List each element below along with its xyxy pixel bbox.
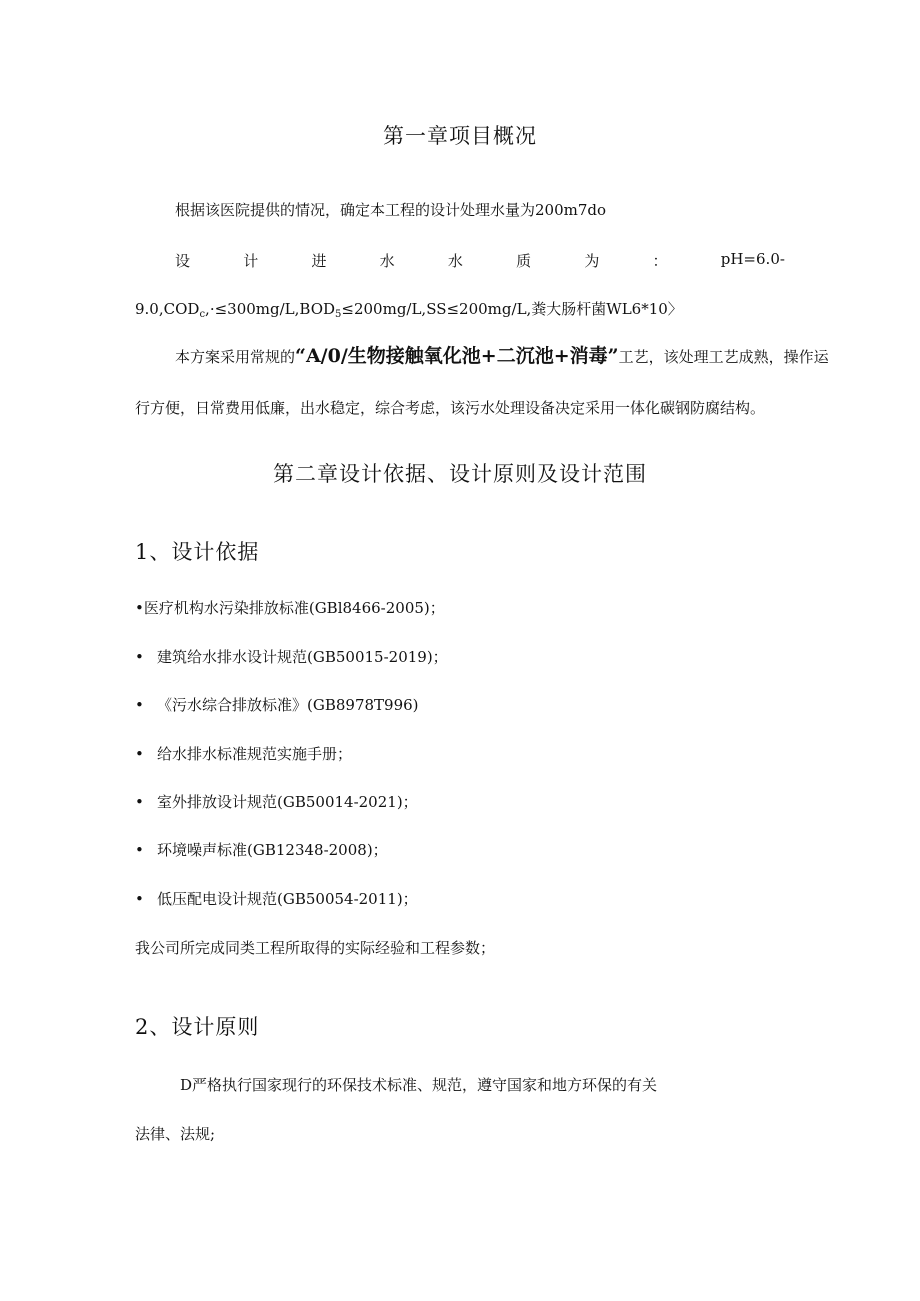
standard-item xyxy=(135,647,448,667)
standard-text: 建筑给水排水设计规范(GB50015-2019)； xyxy=(157,648,448,666)
standard-text: 给水排水标准规范实施手册； xyxy=(157,745,353,763)
cod-subscript: c xyxy=(199,309,206,320)
process-highlight: “A/0/生物接触氧化池+二沉池+消毒” xyxy=(295,345,619,367)
quality-char: 质 xyxy=(516,252,532,270)
process-line2: 行方便，日常费用低廉，出水稳定，综合考虑，该污水处理设备决定采用一体化碳钢防腐结构。 xyxy=(135,399,766,417)
quality-char: 水 xyxy=(379,252,395,270)
standard-item xyxy=(135,840,388,860)
bullet-icon: • xyxy=(135,745,144,763)
bullet-icon: • xyxy=(135,696,144,714)
standard-text: 环境噪声标准(GB12348-2008)； xyxy=(157,841,388,859)
quality-part1: 9.0,COD xyxy=(135,300,200,318)
quality-char: 为 xyxy=(584,252,600,270)
quality-char: 计 xyxy=(243,252,259,270)
experience-statement: 我公司所完成同类工程所取得的实际经验和工程参数； xyxy=(135,939,496,957)
standard-text: 《污水综合排放标准》(GB8978T996) xyxy=(157,696,419,714)
standard-item: •医疗机构水污染排放标准(GBl8466-2005)； xyxy=(135,599,445,617)
standard-item xyxy=(135,792,418,812)
chapter1-title: 第一章项目概况 xyxy=(383,124,537,148)
standard-item xyxy=(135,889,418,909)
quality-char: ： xyxy=(652,252,668,270)
quality-char: 设 xyxy=(175,252,191,270)
bullet-icon: • xyxy=(135,648,144,666)
principle-line1: D严格执行国家现行的环保技术标准、规范，遵守国家和地方环保的有关 xyxy=(180,1076,658,1094)
water-quality-line1 xyxy=(175,250,785,271)
standard-item xyxy=(135,695,419,715)
section2-title: 2、设计原则 xyxy=(135,1015,260,1039)
design-capacity-paragraph: 根据该医院提供的情况，确定本工程的设计处理水量为200m7do xyxy=(175,201,607,219)
bullet-icon: • xyxy=(135,890,144,908)
process-prefix: 本方案采用常规的 xyxy=(175,348,296,366)
water-quality-line2 xyxy=(135,299,683,325)
process-line1 xyxy=(175,346,829,367)
standard-text: 室外排放设计规范(GB50014-2021)； xyxy=(157,793,418,811)
standard-item xyxy=(135,744,352,764)
section1-title: 1、设计依据 xyxy=(135,540,260,564)
bullet-icon: • xyxy=(135,793,144,811)
quality-char: 进 xyxy=(311,252,327,270)
quality-part2: ,·≤300mg/L,BOD xyxy=(205,300,336,318)
chapter2-title: 第二章设计依据、设计原则及设计范围 xyxy=(273,462,647,486)
quality-part3: ≤200mg/L,SS≤200mg/L,粪大肠杆菌WL6*10〉 xyxy=(341,300,683,318)
bod-subscript: 5 xyxy=(335,309,342,320)
quality-ph-value: pH=6.0- xyxy=(720,250,785,268)
process-suffix: 工艺，该处理工艺成熟，操作运 xyxy=(618,348,829,366)
principle-line2: 法律、法规; xyxy=(135,1125,216,1143)
quality-char: 水 xyxy=(447,252,463,270)
standard-text: 低压配电设计规范(GB50054-2011)； xyxy=(157,890,418,908)
bullet-icon: • xyxy=(135,841,144,859)
